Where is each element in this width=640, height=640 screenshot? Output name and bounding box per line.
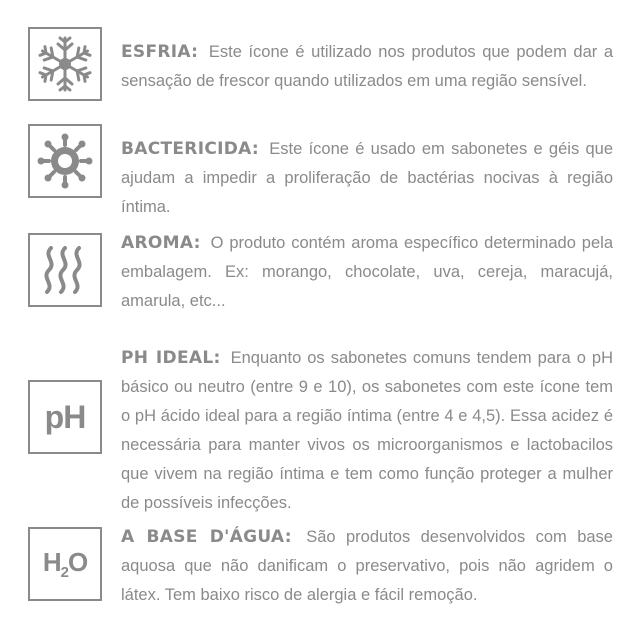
feature-body: Este ícone é usado em sabonetes e géis que ajudam a impedir a proliferação de bactérias nocivas à região íntima.	[121, 140, 613, 216]
bacteria-icon-box	[28, 124, 102, 198]
feature-text	[121, 229, 613, 316]
h2o-icon-2: 2	[60, 563, 68, 581]
feature-title: PH IDEAL:	[121, 348, 221, 368]
bacteria-icon	[35, 131, 95, 191]
feature-text	[121, 38, 613, 96]
snowflake-icon-box	[28, 27, 102, 101]
h2o-icon	[42, 546, 88, 581]
feature-body: Este ícone é utilizado nos produtos que podem dar a sensação de frescor quando utilizados em uma região sensível.	[121, 43, 614, 90]
h2o-icon-box	[28, 527, 102, 601]
feature-title: BACTERICIDA:	[121, 139, 259, 159]
aroma-waves-icon	[37, 242, 93, 298]
feature-text	[121, 135, 613, 222]
snowflake-icon	[33, 32, 97, 96]
feature-text	[121, 523, 613, 610]
feature-body: São produtos desenvolvidos com base aquosa que não danificam o preservativo, pois não agridem o látex. Tem baixo risco de alergia e fácil remoção.	[121, 528, 613, 604]
ph-icon-box	[28, 380, 102, 454]
feature-body: O produto contém aroma específico determinado pela embalagem. Ex: morango, chocolate, uva, cereja, maracujá, amarula, etc...	[121, 234, 613, 310]
feature-body: Enquanto os sabonetes comuns tendem para o pH básico ou neutro (entre 9 e 10), os sabonetes com este ícone tem o pH ácido ideal para a região íntima (entre 4 e 4,5). Essa acidez é necessária para manter vivos os microorganismos e lactobacilos que vivem na região íntima e tem como função proteger a mulher de possíveis infecções.	[121, 349, 613, 512]
feature-text	[121, 344, 613, 518]
feature-title: A BASE D'ÁGUA:	[121, 527, 292, 547]
ph-icon: pH	[44, 398, 86, 435]
h2o-icon-o: O	[67, 546, 88, 577]
feature-title: AROMA:	[121, 233, 201, 253]
feature-title: ESFRIA:	[121, 42, 199, 62]
aroma-icon-box	[28, 233, 102, 307]
h2o-icon-h: H	[42, 546, 61, 577]
